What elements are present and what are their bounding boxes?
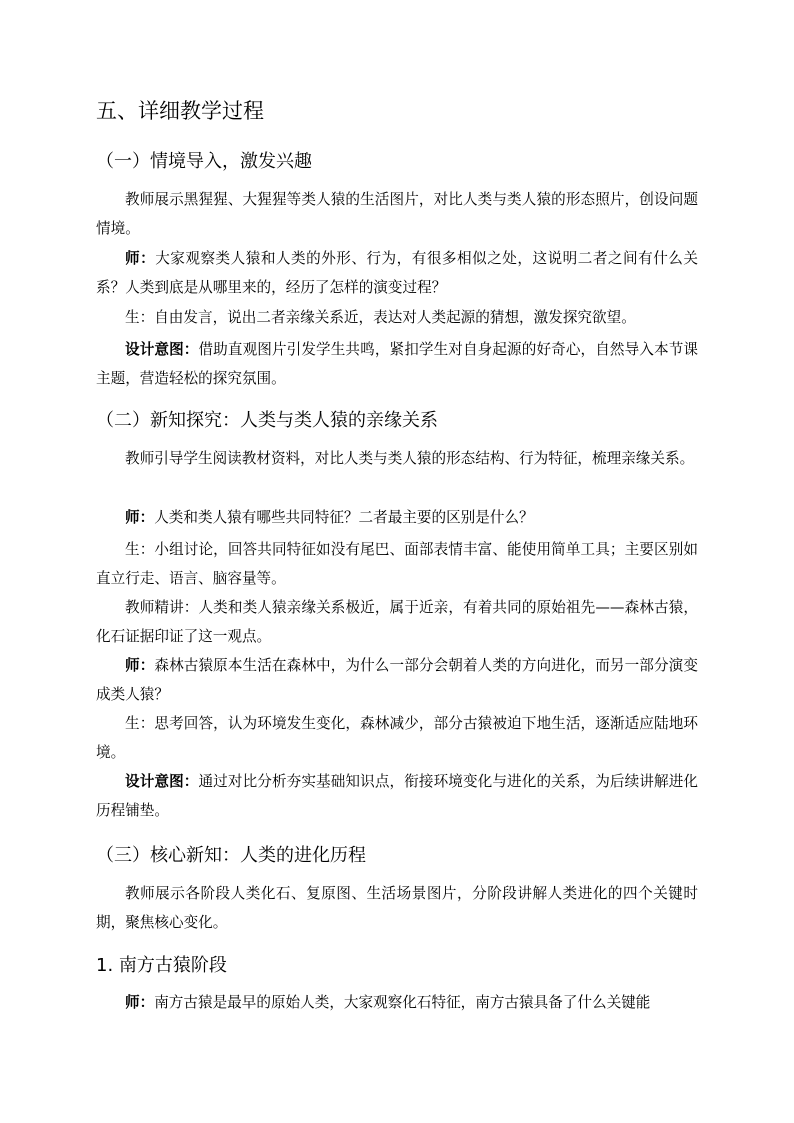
paragraph-text: 借助直观图片引发学生共鸣，紧扣学生对自身起源的好奇心，自然导入本节课主题，营造轻松的探究氛围。 bbox=[96, 341, 698, 387]
page-title: 五、详细教学过程 bbox=[96, 99, 264, 123]
paragraph bbox=[96, 503, 698, 532]
section-heading: （三）核心新知：人类的进化历程 bbox=[96, 845, 366, 866]
paragraph: 生：思考回答，认为环境发生变化，森林减少，部分古猿被迫下地生活，逐渐适应陆地环境。 bbox=[96, 715, 698, 761]
paragraph-text: 通过对比分析夯实基础知识点，衔接环境变化与进化的关系，为后续讲解进化历程铺垫。 bbox=[96, 773, 698, 819]
speaker-label: 师： bbox=[125, 509, 155, 526]
subsection-heading: 1. 南方古猿阶段 bbox=[96, 955, 227, 976]
paragraph bbox=[96, 244, 698, 302]
section-heading: （一）情境导入，激发兴趣 bbox=[96, 151, 312, 172]
paragraph: 教师精讲：人类和类人猿亲缘关系极近，属于近亲，有着共同的原始祖先——森林古猿，化石证据印证了这一观点。 bbox=[96, 599, 698, 645]
speaker-label: 师： bbox=[125, 994, 155, 1011]
paragraph: 生：小组讨论，回答共同特征如没有尾巴、面部表情丰富、能使用简单工具；主要区别如直立行走、语言、脑容量等。 bbox=[96, 541, 698, 587]
paragraph bbox=[96, 988, 698, 1017]
paragraph: 教师引导学生阅读教材资料，对比人类与类人猿的形态结构、行为特征，梳理亲缘关系。 bbox=[125, 450, 695, 467]
paragraph bbox=[96, 335, 698, 393]
paragraph bbox=[96, 767, 698, 825]
paragraph: 生：自由发言，说出二者亲缘关系近，表达对人类起源的猜想，激发探究欲望。 bbox=[125, 309, 636, 326]
paragraph-text: 大家观察类人猿和人类的外形、行为，有很多相似之处，这说明二者之间有什么关系？人类到底是从哪里来的，经历了怎样的演变过程？ bbox=[96, 250, 698, 296]
paragraph-text: 南方古猿是最早的原始人类，大家观察化石特征，南方古猿具备了什么关键能 bbox=[154, 994, 651, 1011]
speaker-label: 师： bbox=[125, 250, 156, 267]
speaker-label: 师： bbox=[125, 657, 155, 674]
paragraph: 教师展示各阶段人类化石、复原图、生活场景图片，分阶段讲解人类进化的四个关键时期，聚焦核心变化。 bbox=[96, 885, 698, 931]
paragraph: 教师展示黑猩猩、大猩猩等类人猿的生活图片，对比人类与类人猿的形态照片，创设问题情境。 bbox=[96, 191, 698, 237]
design-intent-label: 设计意图： bbox=[125, 773, 199, 790]
section-heading: （二）新知探究：人类与类人猿的亲缘关系 bbox=[96, 410, 438, 431]
paragraph-text: 森林古猿原本生活在森林中，为什么一部分会朝着人类的方向进化，而另一部分演变成类人猿？ bbox=[96, 657, 698, 703]
paragraph bbox=[96, 651, 698, 709]
design-intent-label: 设计意图： bbox=[125, 341, 199, 358]
paragraph-text: 人类和类人猿有哪些共同特征？二者最主要的区别是什么？ bbox=[154, 509, 534, 526]
